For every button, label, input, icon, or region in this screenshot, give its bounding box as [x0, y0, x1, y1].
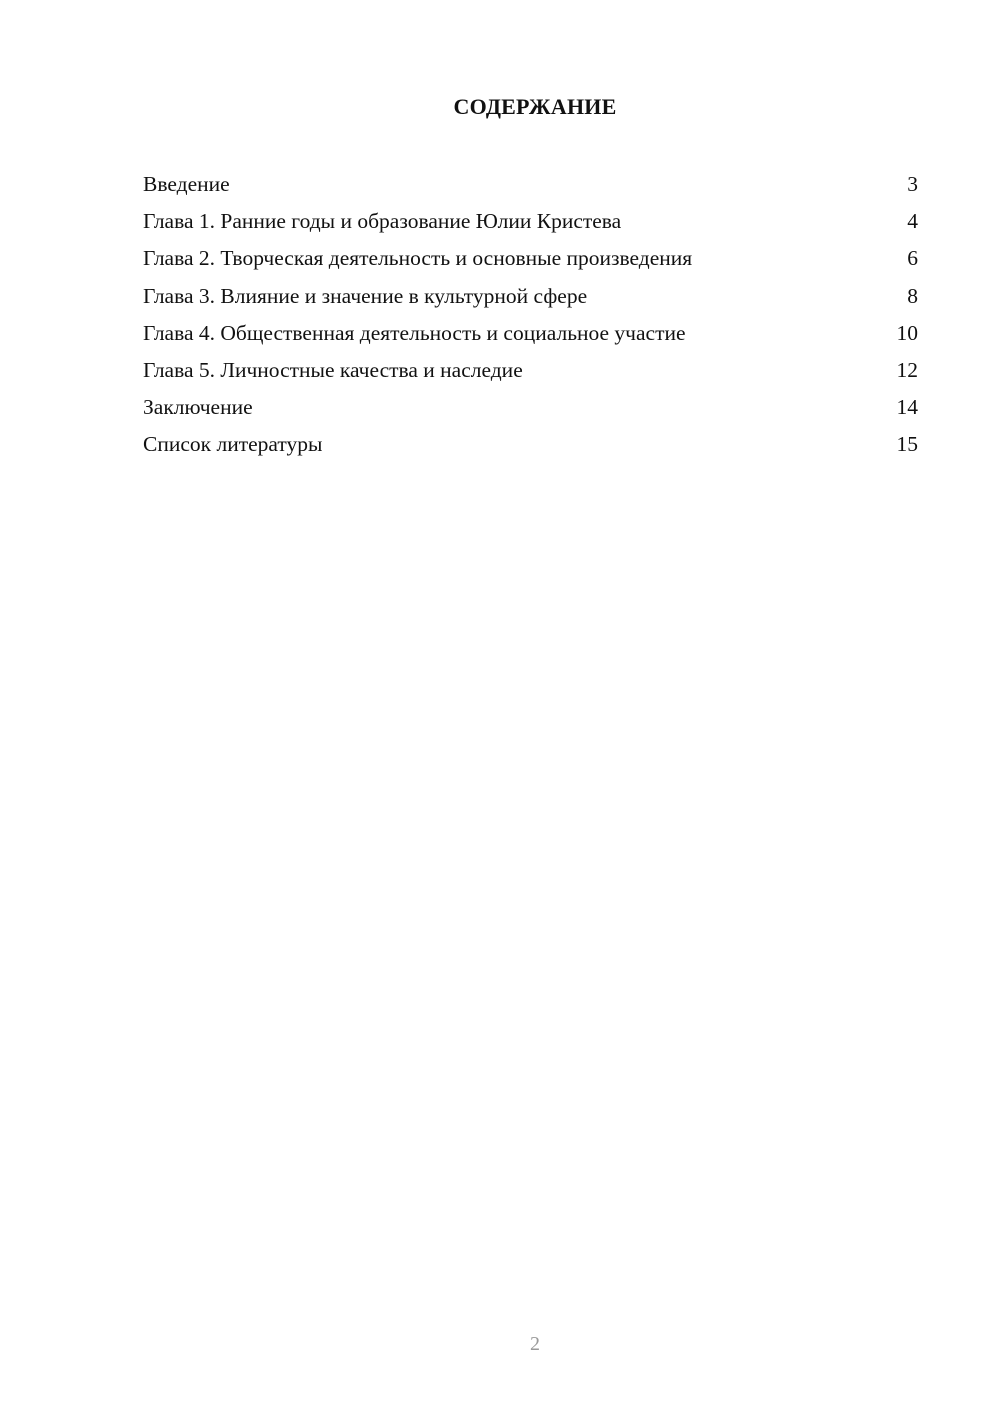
toc-entry-label: Глава 2. Творческая деятельность и основные произведения — [143, 246, 693, 271]
toc-entry-conclusion[interactable] — [143, 389, 918, 426]
toc-entry-label: Введение — [143, 172, 230, 196]
toc-entry-chapter-1[interactable] — [143, 203, 918, 240]
toc-entry-page: 8 — [907, 283, 918, 308]
page-title: СОДЕРЖАНИЕ — [453, 94, 617, 119]
page-number: 2 — [530, 1333, 540, 1355]
toc-entry-label: Глава 1. Ранние годы и образование Юлии Кристева — [143, 209, 622, 234]
toc-entry-page: 15 — [896, 432, 918, 457]
table-of-contents — [143, 166, 918, 464]
toc-entry-page: 14 — [896, 395, 918, 420]
toc-entry-chapter-4[interactable] — [143, 315, 918, 352]
toc-entry-chapter-2[interactable] — [143, 240, 918, 277]
toc-entry-label: Глава 3. Влияние и значение в культурной сфере — [143, 283, 588, 308]
toc-entry-label: Глава 4. Общественная деятельность и социальное участие — [143, 320, 686, 345]
toc-entry-chapter-3[interactable] — [143, 278, 918, 315]
toc-entry-page: 6 — [907, 246, 918, 271]
toc-entry-chapter-5[interactable] — [143, 352, 918, 389]
toc-entry-label: Глава 5. Личностные качества и наследие — [143, 357, 523, 382]
toc-entry-introduction[interactable] — [143, 166, 918, 203]
toc-entry-page: 12 — [896, 357, 918, 382]
toc-entry-label: Заключение — [143, 395, 253, 420]
toc-entry-bibliography[interactable] — [143, 426, 918, 463]
toc-entry-label: Список литературы — [143, 432, 323, 457]
toc-entry-page: 3 — [907, 172, 918, 196]
toc-entry-page: 4 — [907, 209, 918, 234]
toc-entry-page: 10 — [896, 320, 918, 345]
